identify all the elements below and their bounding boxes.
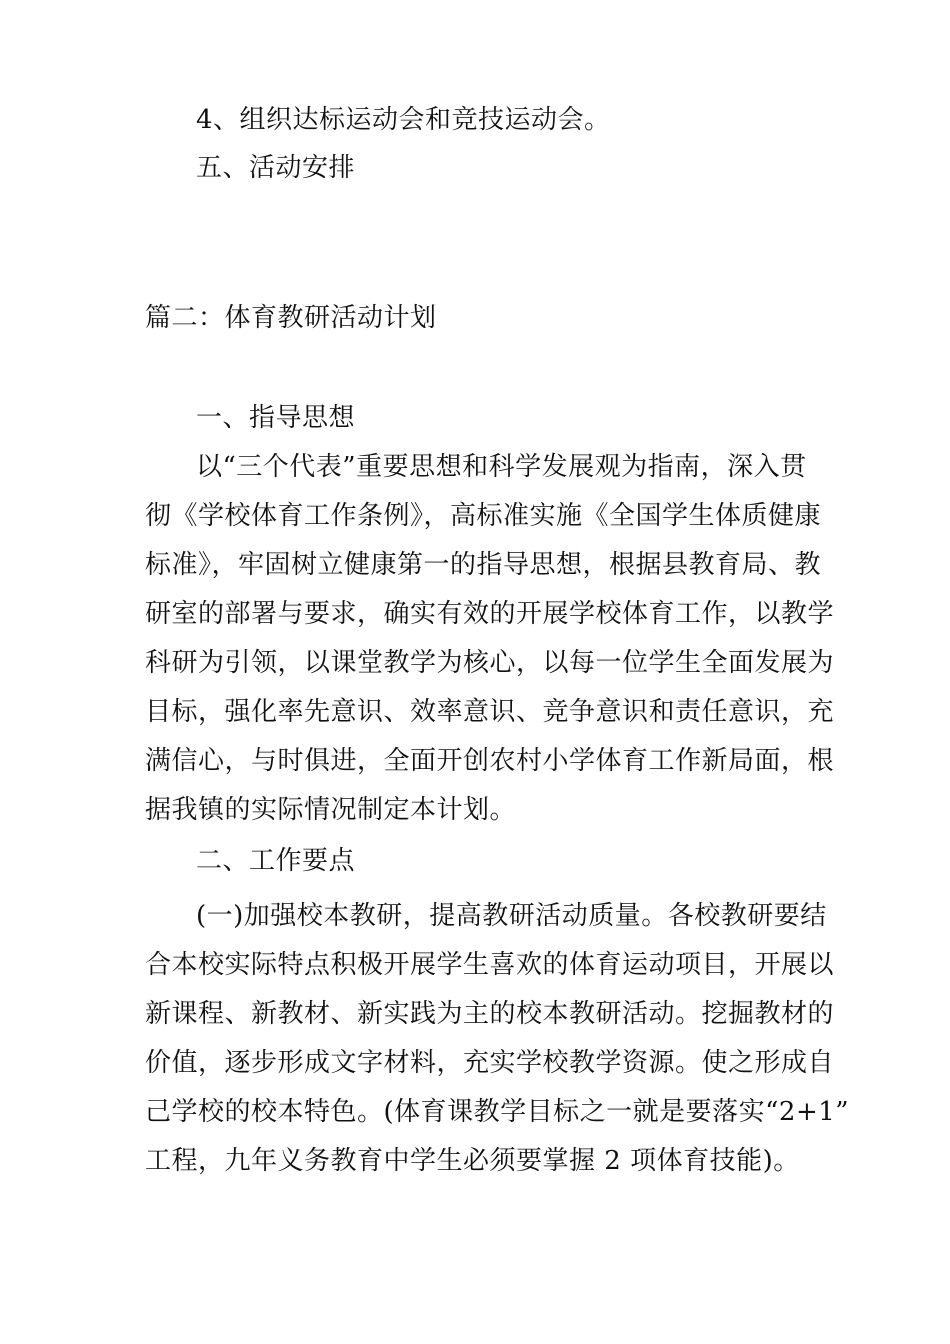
- paragraph-line: 彻《学校体育工作条例》，高标准实施《全国学生体质健康: [145, 501, 822, 531]
- paragraph-line: 合本校实际特点积极开展学生喜欢的体育运动项目，开展以: [145, 950, 835, 980]
- chapter-title: 篇二：体育教研活动计划: [145, 303, 437, 333]
- heading-work-points: 二、工作要点: [196, 846, 356, 876]
- paragraph-line: 科研为引领，以课堂教学为核心，以每一位学生全面发展为: [145, 648, 835, 678]
- paragraph-line: 价值，逐步形成文字材料，充实学校教学资源。使之形成自: [145, 1048, 835, 1078]
- heading-guiding-thought: 一、指导思想: [196, 403, 356, 433]
- paragraph-line: 目标，强化率先意识、效率意识、竞争意识和责任意识，充: [145, 697, 835, 727]
- paragraph-line: (一)加强校本教研，提高教研活动质量。各校教研要结: [196, 901, 827, 931]
- list-item-4: 4、组织达标运动会和竞技运动会。: [196, 105, 611, 135]
- paragraph-line: 以“三个代表”重要思想和科学发展观为指南，深入贯: [196, 452, 807, 482]
- paragraph-line: 己学校的校本特色。(体育课教学目标之一就是要落实“2+1”: [145, 1097, 850, 1127]
- paragraph-line: 据我镇的实际情况制定本计划。: [145, 795, 517, 825]
- paragraph-line: 新课程、新教材、新实践为主的校本教研活动。挖掘教材的: [145, 999, 835, 1029]
- paragraph-line: 标准》，牢固树立健康第一的指导思想，根据县教育局、教: [145, 550, 822, 580]
- paragraph-line: 满信心，与时俱进，全面开创农村小学体育工作新局面，根: [145, 746, 835, 776]
- section-heading-five: 五、活动安排: [196, 153, 356, 183]
- paragraph-line: 工程，九年义务教育中学生必须要掌握 2 项体育技能)。: [145, 1146, 800, 1176]
- paragraph-line: 研室的部署与要求，确实有效的开展学校体育工作，以教学: [145, 599, 835, 629]
